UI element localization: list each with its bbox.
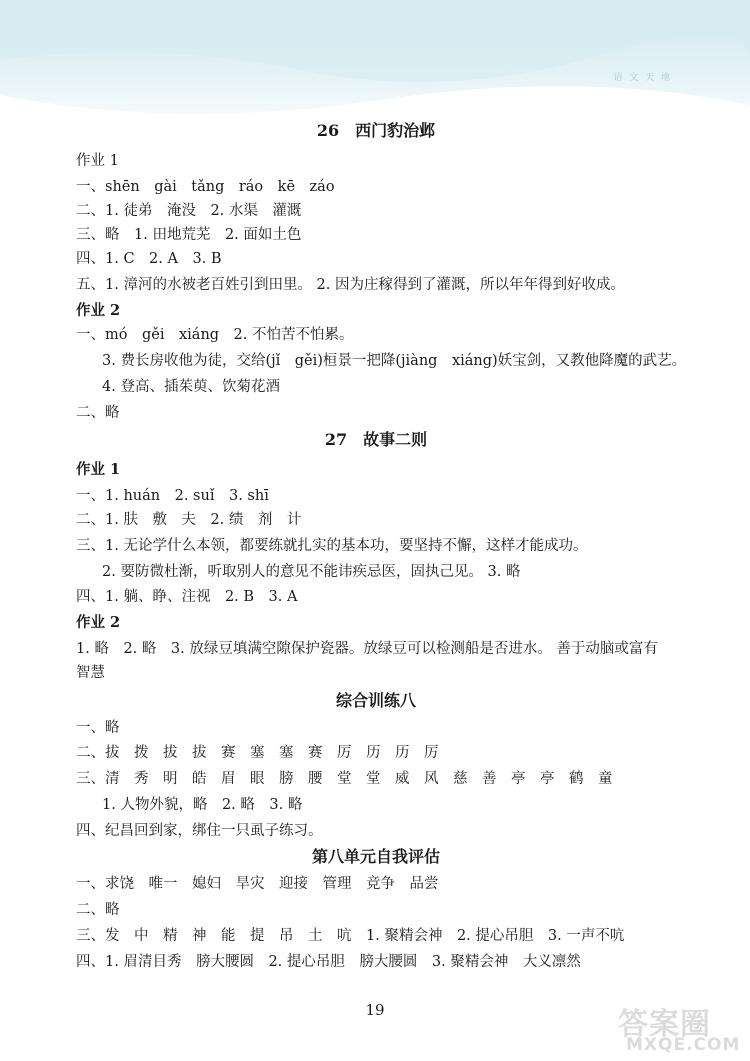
answer-line: 4. 登高、插茱萸、饮菊花酒 [102, 379, 280, 395]
answer-line: 二、拔 拨 拔 拔 赛 塞 塞 赛 厉 历 历 厉 [76, 745, 439, 761]
section-title-self-eval: 第八单元自我评估 [311, 847, 440, 866]
answer-line: 四、1. 眉清目秀 膀大腰圆 2. 提心吊胆 膀大腰圆 3. 聚精会神 大义凛然 [76, 954, 581, 970]
page-number: 19 [365, 1001, 385, 1019]
answer-line: 四、1. 躺、睁、注视 2. B 3. A [76, 589, 298, 605]
answer-line: 智慧 [76, 665, 105, 681]
section-title-26: 26 西门豹治邺 [316, 121, 436, 140]
watermark-logo [612, 997, 742, 1057]
answer-line: 一、shēn gài tǎng ráo kē záo [76, 179, 335, 195]
section-title-27: 27 故事二则 [324, 430, 428, 449]
answer-line: 五、1. 漳河的水被老百姓引到田里。 2. 因为庄稼得到了灌溉，所以年年得到好收成。 [76, 277, 625, 293]
homework-label: 作业 1 [76, 461, 121, 478]
answer-line: 1. 略 2. 略 3. 放绿豆填满空隙保护瓷器。放绿豆可以检测船是否进水。 善于动脑或富有 [76, 641, 658, 657]
answer-line: 四、纪昌回到家，绑住一只虱子练习。 [76, 823, 323, 839]
answer-line: 三、发 中 精 神 能 提 吊 土 吭 1. 聚精会神 2. 提心吊胆 3. 一声不吭 [76, 928, 625, 944]
answer-line: 一、略 [76, 720, 120, 736]
answer-line: 一、mó gěi xiáng 2. 不怕苦不怕累。 [76, 327, 354, 343]
answer-line: 二、1. 徒弟 淹没 2. 水渠 灌溉 [76, 203, 302, 219]
answer-line: 一、求饶 唯一 媳妇 旱灾 迎接 管理 竞争 品尝 [76, 876, 439, 892]
homework-label: 作业 2 [76, 302, 121, 319]
answer-line: 1. 人物外貌，略 2. 略 3. 略 [102, 797, 303, 813]
answer-line: 二、1. 肤 敷 夫 2. 绩 剂 计 [76, 512, 302, 528]
header-mark: 语 文 天 地 [613, 73, 672, 83]
answer-line: 二、略 [76, 405, 120, 421]
watermark-text: 答案圈 [618, 1007, 711, 1042]
header-decoration [0, 0, 750, 140]
answer-line: 四、1. C 2. A 3. B [76, 251, 222, 267]
homework-label: 作业 1 [76, 153, 119, 169]
answer-line: 二、略 [76, 902, 120, 918]
answer-line: 2. 要防微杜渐，听取别人的意见不能讳疾忌医，固执己见。 3. 略 [102, 564, 521, 580]
answer-line: 3. 费长房收他为徒，交给(jǐ gěi)桓景一把降(jiàng xiáng)妖宝剑，又教他降魔的武艺。 [102, 353, 687, 369]
homework-label: 作业 2 [76, 614, 121, 631]
answer-line: 三、1. 无论学什么本领，都要练就扎实的基本功，要坚持不懈，这样才能成功。 [76, 538, 588, 554]
section-title-review-8: 综合训练八 [335, 691, 416, 710]
answer-line: 三、略 1. 田地荒芜 2. 面如土色 [76, 227, 302, 243]
answer-line: 三、清 秀 明 皓 眉 眼 膀 腰 堂 堂 威 风 慈 善 亭 亭 鹤 童 [76, 771, 613, 787]
answer-line: 一、1. huán 2. suǐ 3. shī [76, 488, 269, 504]
watermark-url: MXQE.COM [626, 1035, 741, 1055]
